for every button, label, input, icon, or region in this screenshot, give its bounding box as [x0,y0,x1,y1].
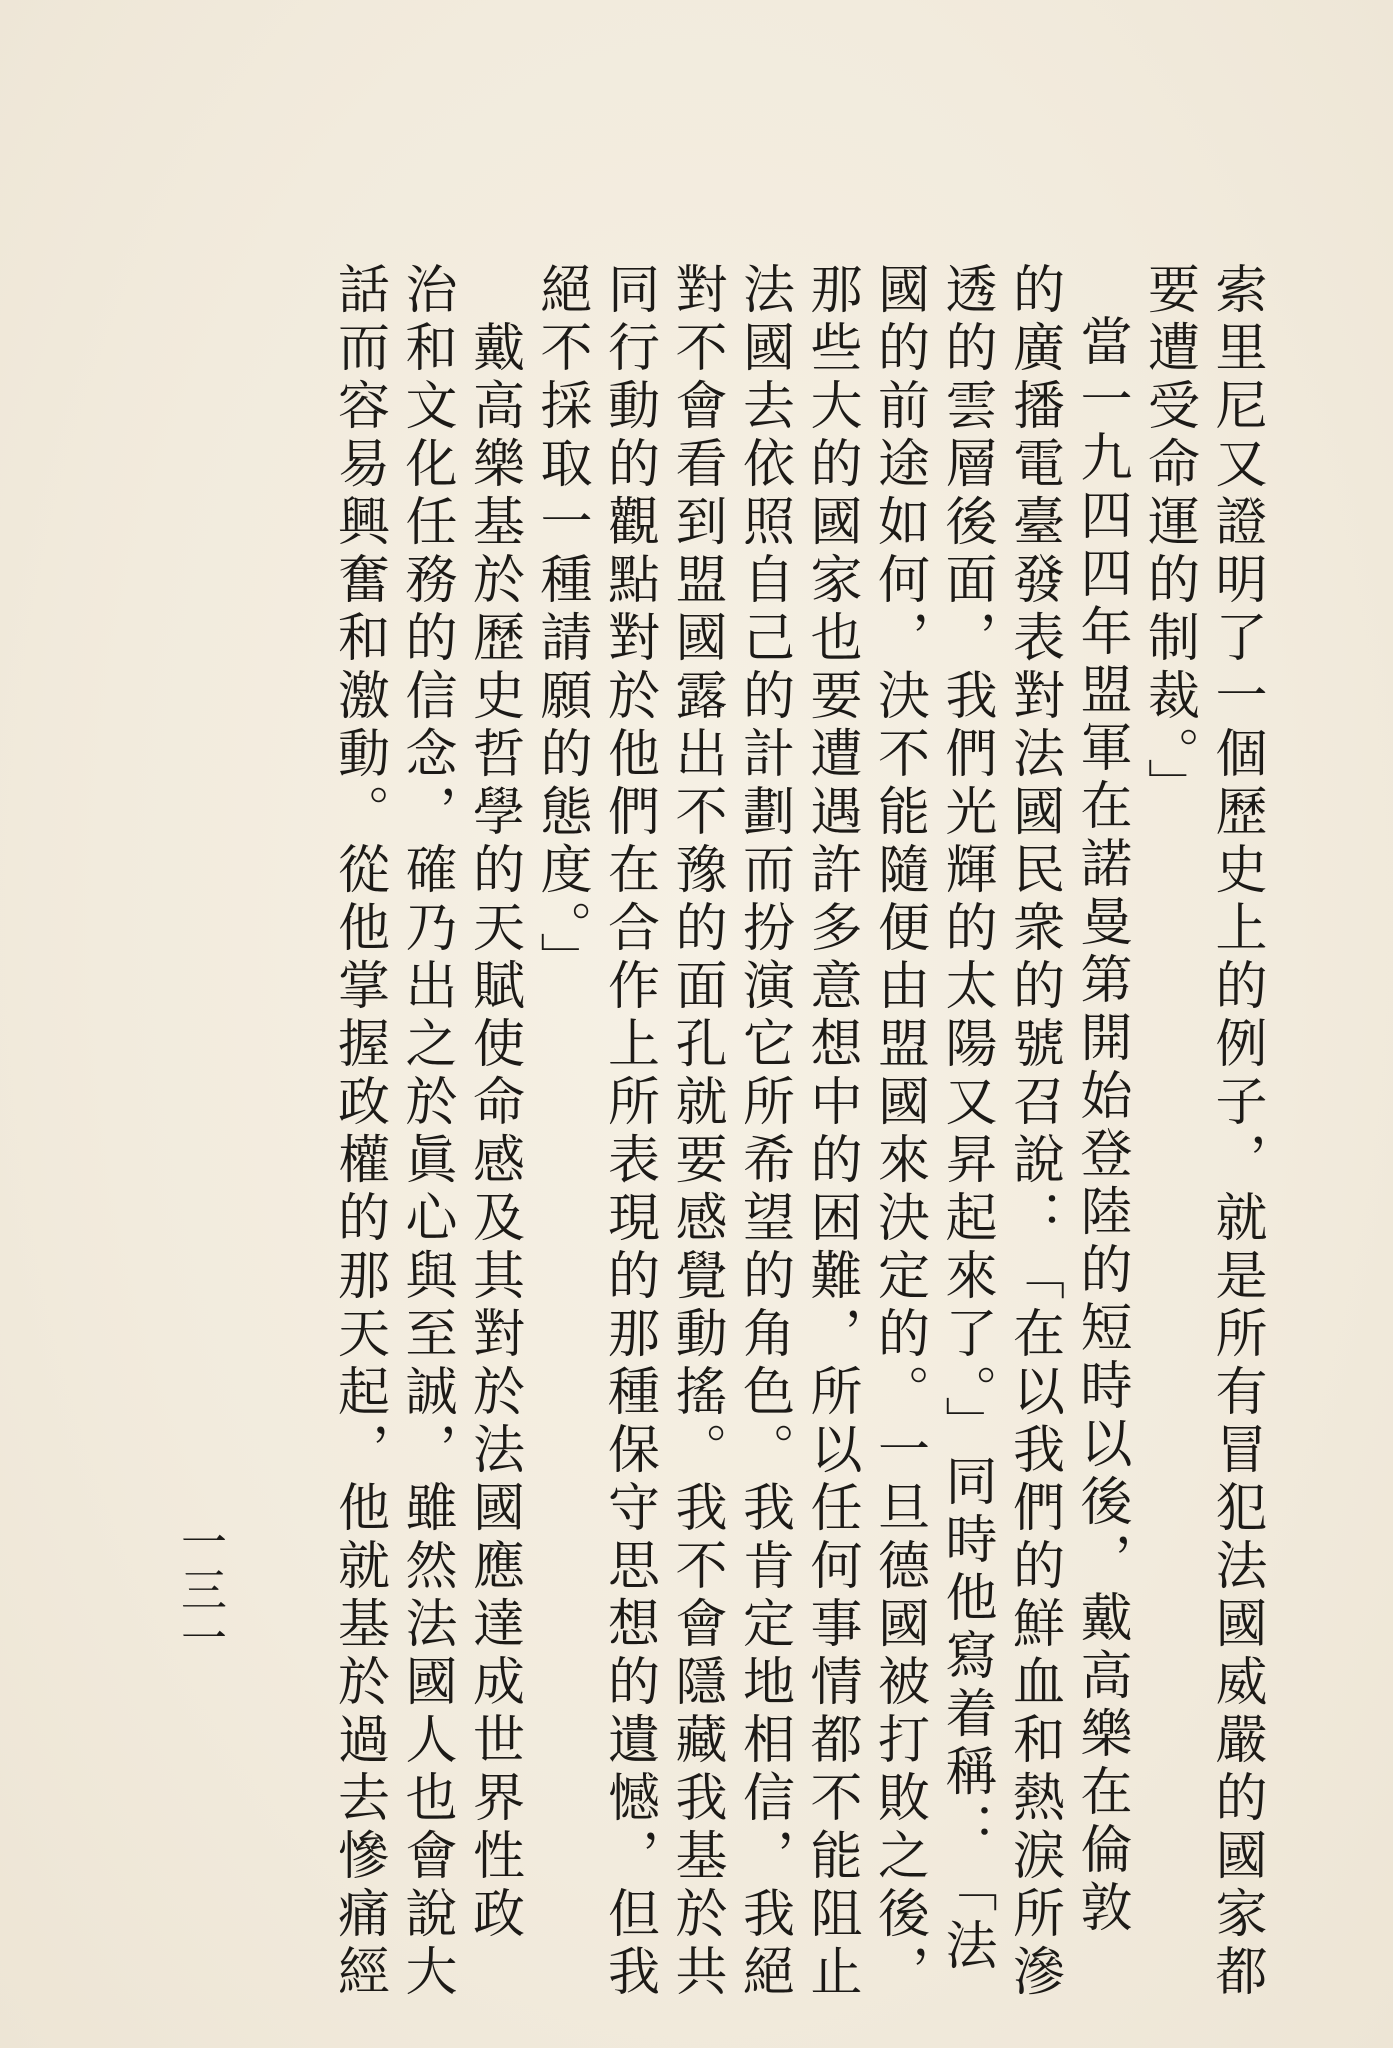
text-line: 同行動的觀點對於他們在合作上所表現的那種保守思想的遺憾，但我 [598,262,659,2002]
text-line: 絕不採取一種請願的態度。」 [531,262,591,990]
text-line: 話而容易興奮和激動。從他掌握政權的那天起，他就基於過去慘痛經 [328,262,389,2002]
text-line: 索里尼又證明了一個歷史上的例子，就是所有冒犯法國威嚴的國家都 [1206,262,1266,2002]
text-line: 法國去依照自己的計劃而扮演它所希望的角色。我肯定地相信，我絕 [733,262,794,2002]
text-line: 那些大的國家也要遭遇許多意想中的困難，所以任何事情都不能阻止 [801,262,861,2002]
text-line: 戴高樂基於歷史哲學的天賦使命感及其對於法國應達成世界性政 [463,320,524,1944]
body-text [89,262,1269,2002]
text-line: 對不會看到盟國露出不豫的面孔就要感覺動搖。我不會隱藏我基於共 [666,262,726,2002]
text-line: 要遭受命運的制裁。」 [1138,262,1199,816]
page-number: 一三一 [174,1518,228,1662]
text-line: 當一九四四年盟軍在諾曼第開始登陸的短時以後，戴高樂在倫敦 [1071,314,1131,1938]
text-line: 治和文化任務的信念，確乃出之於眞心與至誠，雖然法國人也會說大 [396,262,456,2002]
text-line: 的廣播電臺發表對法國民衆的號召說：「在以我們的鮮血和熱淚所滲 [1003,262,1064,2002]
text-line: 國的前途如何，決不能隨便由盟國來決定的。一旦德國被打敗之後， [868,262,929,2002]
text-line: 透的雲層後面，我們光輝的太陽又昇起來了。」同時他寫着稱：「法 [936,262,996,1976]
